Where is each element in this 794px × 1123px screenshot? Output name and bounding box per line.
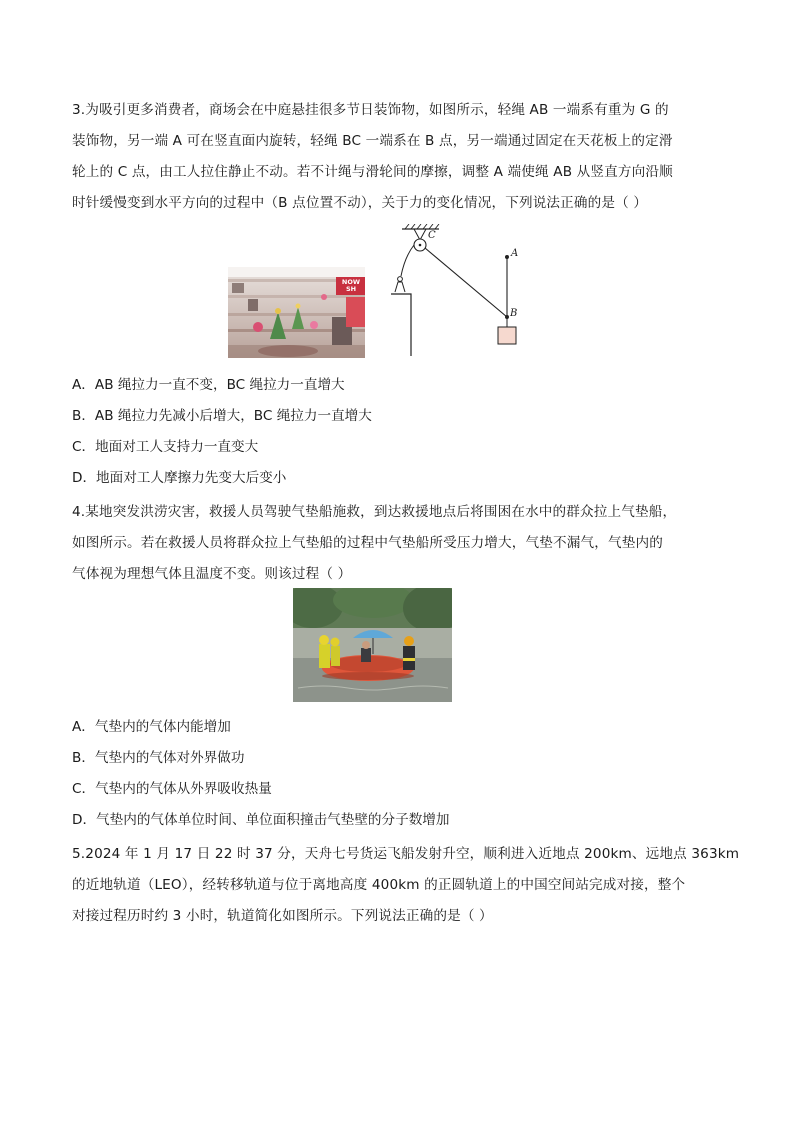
question-3-line: 时针缓慢变到水平方向的过程中（B 点位置不动），关于力的变化情况，下列说法正确的是（ ） (72, 195, 648, 211)
question-3-line: 轮上的 C 点，由工人拉住静止不动。若不计绳与滑轮间的摩擦，调整 A 端使绳 AB 从竖直方向沿顺 (72, 164, 673, 180)
question-3-option-b: B．AB 绳拉力先减小后增大，BC 绳拉力一直增大 (72, 408, 372, 424)
question-3-stem (72, 95, 682, 219)
question-4-line: 4.某地突发洪涝灾害，救援人员驾驶气垫船施救，到达救援地点后将围困在水中的群众拉上气垫船， (72, 504, 677, 520)
flood-rescue-photo (293, 588, 452, 702)
question-5-line: 对接过程历时约 3 小时，轨道简化如图所示。下列说法正确的是（ ） (72, 908, 493, 924)
store-sign: NOW SH (336, 277, 365, 295)
question-4-option-a: A．气垫内的气体内能增加 (72, 719, 231, 735)
question-4-line: 如图所示。若在救援人员将群众拉上气垫船的过程中气垫船所受压力增大，气垫不漏气，气垫内的 (72, 535, 663, 551)
question-3-option-d: D．地面对工人摩擦力先变大后变小 (72, 470, 287, 486)
question-5-line: 的近地轨道（LEO），经转移轨道与位于离地高度 400km 的正圆轨道上的中国空间站完成对接，整个 (72, 877, 686, 893)
question-4-option-c: C．气垫内的气体从外界吸收热量 (72, 781, 272, 797)
question-3-line: 3.为吸引更多消费者，商场会在中庭悬挂很多节日装饰物，如图所示，轻绳 AB 一端系有重为 G 的 (72, 102, 669, 118)
label-point-a: A (511, 248, 519, 259)
label-point-b: B (510, 308, 518, 319)
pulley-diagram (387, 224, 527, 359)
question-5-line: 5.2024 年 1 月 17 日 22 时 37 分，天舟七号货运飞船发射升空，顺利进入近地点 200km、远地点 363km (72, 846, 740, 862)
mall-atrium-photo (228, 267, 365, 358)
question-5-stem (72, 839, 740, 932)
question-4-stem (72, 497, 682, 590)
question-4-line: 气体视为理想气体且温度不变。则该过程（ ） (72, 566, 352, 582)
question-3-line: 装饰物，另一端 A 可在竖直面内旋转，轻绳 BC 一端系在 B 点，另一端通过固定在天花板上的定滑 (72, 133, 673, 149)
question-3-option-a: A．AB 绳拉力一直不变，BC 绳拉力一直增大 (72, 377, 345, 393)
label-point-c: C (428, 230, 436, 241)
question-4-option-d: D．气垫内的气体单位时间、单位面积撞击气垫壁的分子数增加 (72, 812, 450, 828)
question-4-option-b: B．气垫内的气体对外界做功 (72, 750, 245, 766)
question-3-option-c: C．地面对工人支持力一直变大 (72, 439, 259, 455)
